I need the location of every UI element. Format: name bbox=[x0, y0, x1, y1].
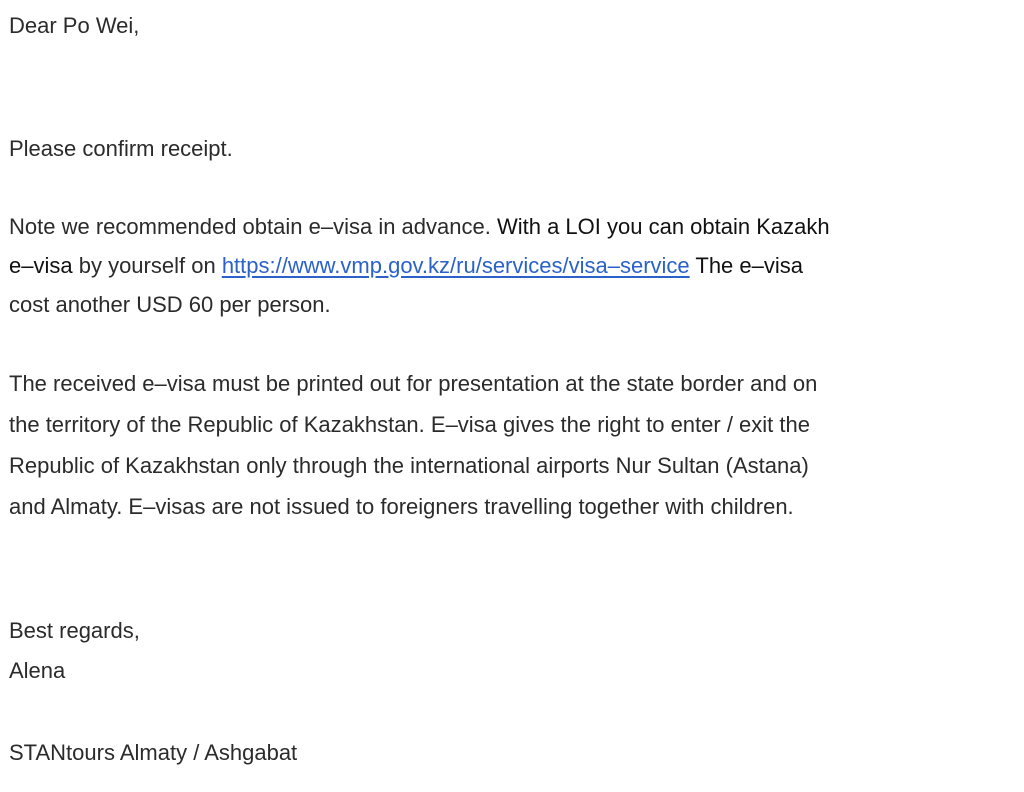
note-evisa-cost-start: The e–visa bbox=[695, 253, 803, 278]
confirm-request: Please confirm receipt. bbox=[9, 136, 233, 161]
note-loi-text: With a LOI you can obtain Kazakh bbox=[496, 214, 830, 239]
note-evisa-word: e–visa bbox=[9, 253, 73, 278]
sender-name: Alena bbox=[9, 658, 66, 683]
company-signature: STANtours Almaty / Ashgabat bbox=[9, 740, 298, 765]
evisa-info-line-2: the territory of the Republic of Kazakhstan. E–visa gives the right to enter / exit the bbox=[9, 412, 810, 437]
visa-service-link[interactable]: https://www.vmp.gov.kz/ru/services/visa–service bbox=[221, 253, 690, 278]
evisa-info-line-1: The received e–visa must be printed out for presentation at the state border and on bbox=[9, 371, 818, 396]
note-recommendation: Note we recommended obtain e–visa in advance. bbox=[9, 214, 491, 239]
closing: Best regards, bbox=[9, 618, 140, 643]
evisa-info-line-3: Republic of Kazakhstan only through the international airports Nur Sultan (Astana) bbox=[9, 453, 809, 478]
note-line-2 bbox=[9, 253, 803, 279]
note-by-yourself: by yourself on bbox=[78, 253, 216, 278]
note-line-1 bbox=[9, 214, 830, 240]
evisa-info-line-4: and Almaty. E–visas are not issued to foreigners travelling together with children. bbox=[9, 494, 794, 519]
note-line-3: cost another USD 60 per person. bbox=[9, 292, 331, 317]
greeting: Dear Po Wei, bbox=[9, 13, 140, 38]
